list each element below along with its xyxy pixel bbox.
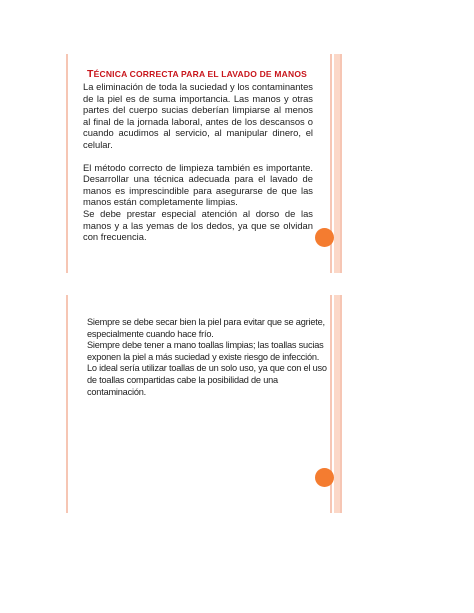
paragraph: Siempre se debe secar bien la piel para evitar que se agriete, especialmente cuando hace frío. <box>87 317 325 339</box>
orange-circle-icon <box>315 468 334 487</box>
slide-2 <box>66 295 344 513</box>
paragraph: Se debe prestar especial atención al dorso de las manos y a las yemas de los dedos, ya que se olvidan con frecuencia. <box>83 207 313 243</box>
paragraph: Lo ideal sería utilizar toallas de un solo uso, ya que con el uso de toallas compartidas cabe la posibilidad de una contaminación. <box>87 363 327 397</box>
slide-title: TÉCNICA CORRECTA PARA EL LAVADO DE MANOS <box>87 68 308 80</box>
paragraph: La eliminación de toda la suciedad y los contaminantes de la piel es de suma importancia. Las manos y otras partes del cuerpo sucias deberían limpiarse al menos al final de la jornada laboral, antes de los descansos o cuando acudimos al servicio, al manipular dinero, el celular. <box>83 81 313 150</box>
slide-1-body <box>83 81 313 243</box>
slide-1 <box>66 54 344 273</box>
paragraph: Siempre debe tener a mano toallas limpias; las toallas sucias exponen la piel a más suciedad y existe riesgo de infección. <box>87 340 324 362</box>
slide-left-border <box>66 295 68 513</box>
slide-left-border <box>66 54 68 273</box>
slide-2-body <box>87 317 327 398</box>
paragraph: El método correcto de limpieza también es importante. Desarrollar una técnica adecuada para el lavado de manos es imprescindible para asegurarse de que las manos están completamente limpias. <box>83 161 313 208</box>
orange-circle-icon <box>315 228 334 247</box>
